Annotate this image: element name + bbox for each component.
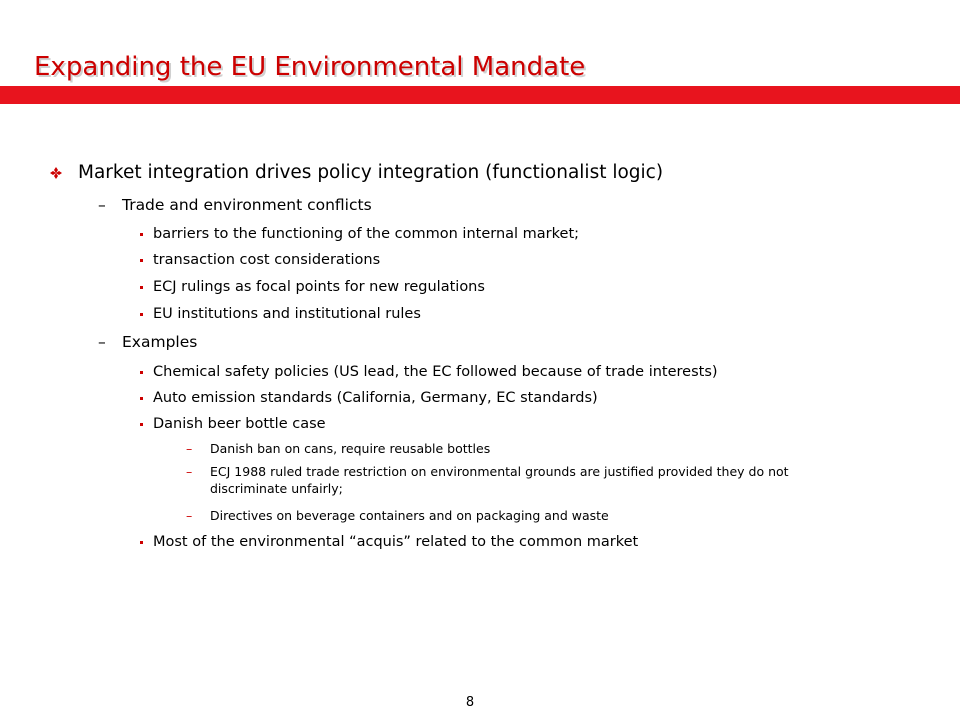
square-bullet-icon [140, 541, 143, 544]
square-bullet-icon [140, 233, 143, 236]
page-number: 8 [465, 695, 475, 710]
sub-list-item-text: Directives on beverage containers and on packaging and waste [210, 508, 609, 523]
section-heading: Trade and environment conflicts [122, 196, 372, 214]
dash-marker: – [186, 508, 193, 523]
list-item-text: Chemical safety policies (US lead, the EC followed because of trade interests) [153, 364, 718, 380]
square-bullet-icon [140, 259, 143, 262]
square-bullet-icon [140, 397, 143, 400]
list-item-text: Most of the environmental “acquis” related to the common market [153, 534, 639, 550]
square-bullet-icon [140, 423, 143, 426]
list-item-text: barriers to the functioning of the common internal market; [153, 226, 580, 242]
slide-title: Expanding the EU Environmental Mandate [34, 52, 586, 82]
list-item-text: EU institutions and institutional rules [153, 306, 421, 322]
sub-list-item-text: Danish ban on cans, require reusable bottles [210, 441, 491, 456]
square-bullet-icon [140, 286, 143, 289]
list-item-text: Auto emission standards (California, Germany, EC standards) [153, 390, 598, 406]
square-bullet-icon [140, 313, 143, 316]
title-underline-bar [0, 86, 960, 104]
dash-marker: – [98, 333, 106, 351]
dash-marker: – [98, 196, 106, 214]
dash-marker: – [186, 441, 193, 456]
list-item-text: ECJ rulings as focal points for new regulations [153, 279, 485, 295]
section-heading: Examples [122, 333, 198, 351]
sub-list-item-text: ECJ 1988 ruled trade restriction on environmental grounds are justified provided they do not discriminate unfairly; [210, 464, 789, 496]
dash-marker: – [186, 464, 193, 479]
list-item-text: transaction cost considerations [153, 252, 381, 268]
square-bullet-icon [140, 371, 143, 374]
diamond-quad-icon [50, 167, 62, 179]
main-point-text: Market integration drives policy integration (functionalist logic) [78, 162, 664, 183]
list-item-text: Danish beer bottle case [153, 416, 326, 432]
